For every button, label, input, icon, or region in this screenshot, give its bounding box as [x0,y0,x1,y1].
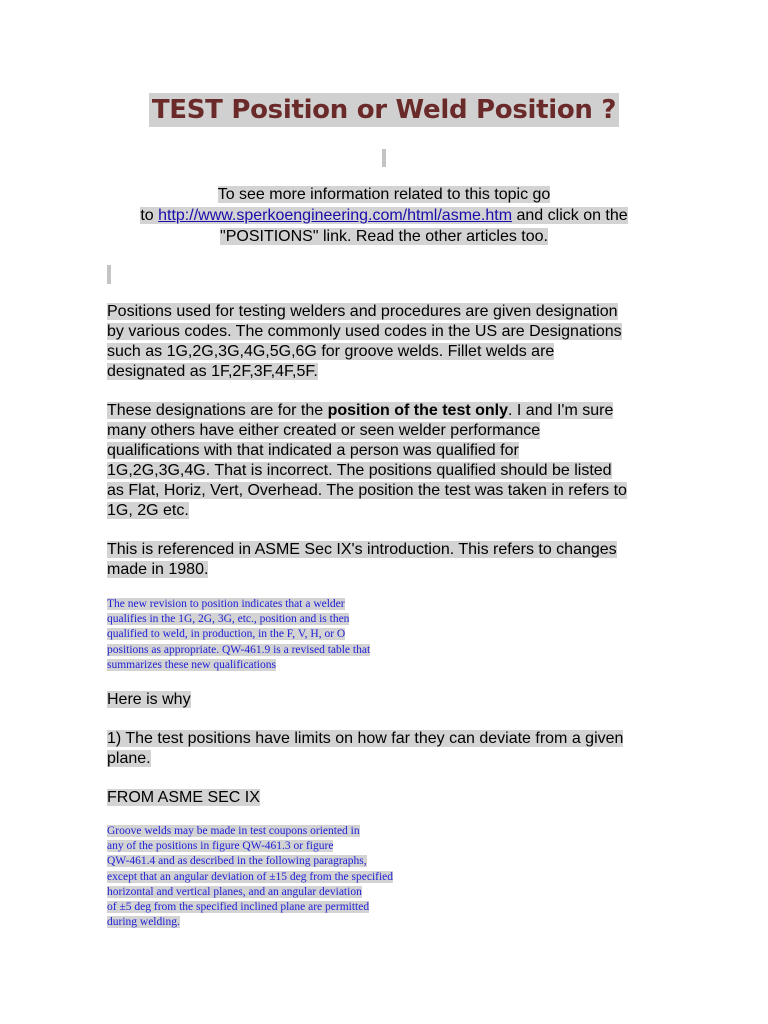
intro-line-2-prefix: to [140,207,159,224]
quote-new-revision [107,597,370,673]
from-asme-heading: FROM ASME SEC IX [107,789,260,806]
paragraph-designations [107,401,667,521]
quote1-line: The new revision to position indicates that a welder [107,598,345,610]
quote1-line: positions as appropriate. QW-461.9 is a revised table that [107,643,371,656]
quote1-line: qualified to weld, in production, in the F, V, H, or O [107,628,346,641]
text-cursor-mark-2 [107,265,111,284]
para2-suffix: . I and I'm sure [508,402,614,419]
intro-line-1: To see more information related to this topic go [217,186,551,203]
title-block [0,93,768,127]
intro-block [100,184,668,247]
para1-line: such as 1G,2G,3G,4G,5G,6G for groove welds. Fillet welds are [107,343,555,360]
quote2-line: of ±5 deg from the specified inclined plane are permitted [107,901,370,914]
paragraph-reference [107,540,667,580]
quote-groove-welds [107,824,393,930]
para2-bold: position of the test only [327,402,509,419]
here-is-why: Here is why [107,691,191,708]
para2-line: 1G, 2G etc. [107,502,189,519]
point1-line: plane. [107,750,151,767]
para3-line: made in 1980. [107,561,209,578]
sperko-link[interactable]: http://www.sperkoengineering.com/html/asme.htm [158,207,513,224]
para2-line: 1G,2G,3G,4G. That is incorrect. The positions qualified should be listed [107,462,612,479]
quote2-line: any of the positions in figure QW-461.3 or figure [107,840,334,853]
paragraph-here-is-why [107,690,667,710]
point1-line: 1) The test positions have limits on how far they can deviate from a given [107,730,624,747]
para2-line: as Flat, Horiz, Vert, Overhead. The position the test was taken in refers to [107,482,627,499]
quote2-line: QW-461.4 and as described in the following paragraphs, [107,855,367,868]
page-title: TEST Position or Weld Position ? [149,93,619,127]
para1-line: Positions used for testing welders and procedures are given designation [107,303,618,320]
para2-line: qualifications with that indicated a person was qualified for [107,442,519,459]
paragraph-positions [107,302,667,382]
paragraph-point-1 [107,729,667,769]
text-cursor-mark [382,149,386,167]
intro-line-3: "POSITIONS" link. Read the other articles too. [220,228,548,245]
quote1-line: qualifies in the 1G, 2G, 3G, etc., position and is then [107,613,350,626]
para3-line: This is referenced in ASME Sec IX's introduction. This refers to changes [107,541,617,558]
para1-line: designated as 1F,2F,3F,4F,5F. [107,363,318,380]
quote1-line: summarizes these new qualifications [107,658,276,671]
para2-prefix: These designations are for the [107,402,328,419]
quote2-line: except that an angular deviation of ±15 deg from the specified [107,870,394,883]
paragraph-from-asme [107,788,667,808]
intro-line-2-suffix: and click on the [512,207,628,224]
quote2-line: horizontal and vertical planes, and an angular deviation [107,885,362,898]
para1-line: by various codes. The commonly used codes in the US are Designations [107,323,622,340]
quote2-line: during welding. [107,916,180,929]
para2-line: many others have either created or seen welder performance [107,422,541,439]
quote2-line: Groove welds may be made in test coupons oriented in [107,825,360,837]
